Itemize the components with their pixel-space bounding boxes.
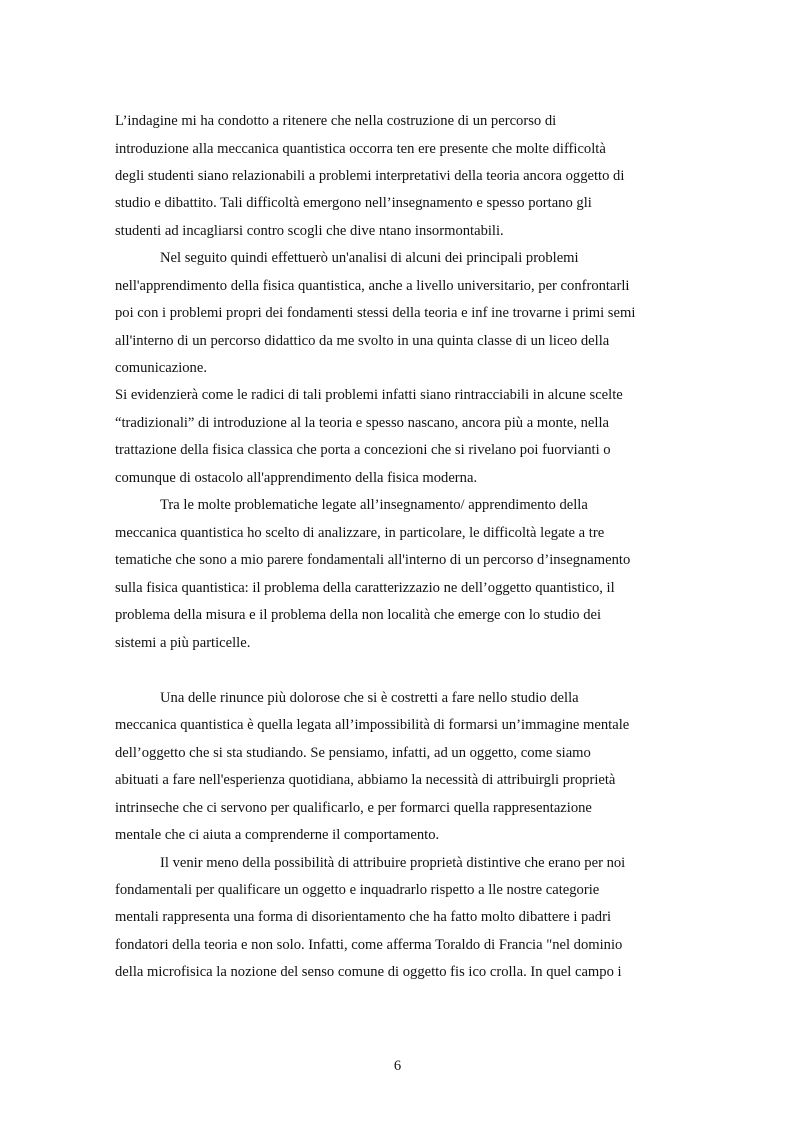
text-line: dell’oggetto che si sta studiando. Se pensiamo, infatti, ad un oggetto, come siamo	[115, 745, 591, 761]
text-line: L’indagine mi ha condotto a ritenere che nella costruzione di un percorso di	[115, 113, 557, 129]
text-line: sistemi a più particelle.	[115, 635, 251, 651]
text-line: intrinseche che ci servono per qualificarlo, e per formarci quella rappresentazione	[115, 800, 592, 816]
text-line: trattazione della fisica classica che porta a concezioni che si rivelano poi fuorvianti o	[115, 442, 611, 458]
text-line: fondatori della teoria e non solo. Infatti, come afferma Toraldo di Francia "nel dominio	[115, 937, 623, 953]
text-line: nell'apprendimento della fisica quantistica, anche a livello universitario, per confrontarli	[115, 278, 630, 294]
text-line: “tradizionali” di introduzione al la teoria e spesso nascano, ancora più a monte, nella	[115, 415, 609, 431]
text-line: mentali rappresenta una forma di disorientamento che ha fatto molto dibattere i padri	[115, 909, 612, 925]
text-line: della microfisica la nozione del senso comune di oggetto fis ico crolla. In quel campo i	[115, 964, 622, 980]
text-line: degli studenti siano relazionabili a problemi interpretativi della teoria ancora oggetto di	[115, 168, 625, 184]
text-line: comunicazione.	[115, 360, 207, 376]
text-line: Tra le molte problematiche legate all’insegnamento/ apprendimento della	[160, 497, 588, 513]
text-line: studio e dibattito. Tali difficoltà emergono nell’insegnamento e spesso portano gli	[115, 195, 592, 211]
text-line: introduzione alla meccanica quantistica occorra ten ere presente che molte difficoltà	[115, 141, 606, 157]
text-line: tematiche che sono a mio parere fondamentali all'interno di un percorso d’insegnamento	[115, 552, 631, 568]
text-line: meccanica quantistica è quella legata all’impossibilità di formarsi un’immagine mentale	[115, 717, 630, 733]
page-number: 6	[393, 1058, 402, 1074]
text-line: all'interno di un percorso didattico da me svolto in una quinta classe di un liceo della	[115, 333, 610, 349]
text-line: mentale che ci aiuta a comprenderne il comportamento.	[115, 827, 440, 843]
text-line: studenti ad incagliarsi contro scogli che dive ntano insormontabili.	[115, 223, 504, 239]
text-line: comunque di ostacolo all'apprendimento della fisica moderna.	[115, 470, 478, 486]
text-line: poi con i problemi propri dei fondamenti stessi della teoria e inf ine trovarne i primi semi	[115, 305, 636, 321]
text-line: Si evidenzierà come le radici di tali problemi infatti siano rintracciabili in alcune scelte	[115, 387, 623, 403]
text-line: Una delle rinunce più dolorose che si è costretti a fare nello studio della	[160, 690, 579, 706]
text-line: Il venir meno della possibilità di attribuire proprietà distintive che erano per noi	[160, 855, 626, 871]
text-line: fondamentali per qualificare un oggetto e inquadrarlo rispetto a lle nostre categorie	[115, 882, 600, 898]
text-line: sulla fisica quantistica: il problema della caratterizzazio ne dell’oggetto quantistico, il	[115, 580, 615, 596]
text-line: meccanica quantistica ho scelto di analizzare, in particolare, le difficoltà legate a tre	[115, 525, 605, 541]
text-line: abituati a fare nell'esperienza quotidiana, abbiamo la necessità di attribuirgli proprietà	[115, 772, 616, 788]
text-line: problema della misura e il problema della non località che emerge con lo studio dei	[115, 607, 602, 623]
text-line: Nel seguito quindi effettuerò un'analisi di alcuni dei principali problemi	[160, 250, 579, 266]
